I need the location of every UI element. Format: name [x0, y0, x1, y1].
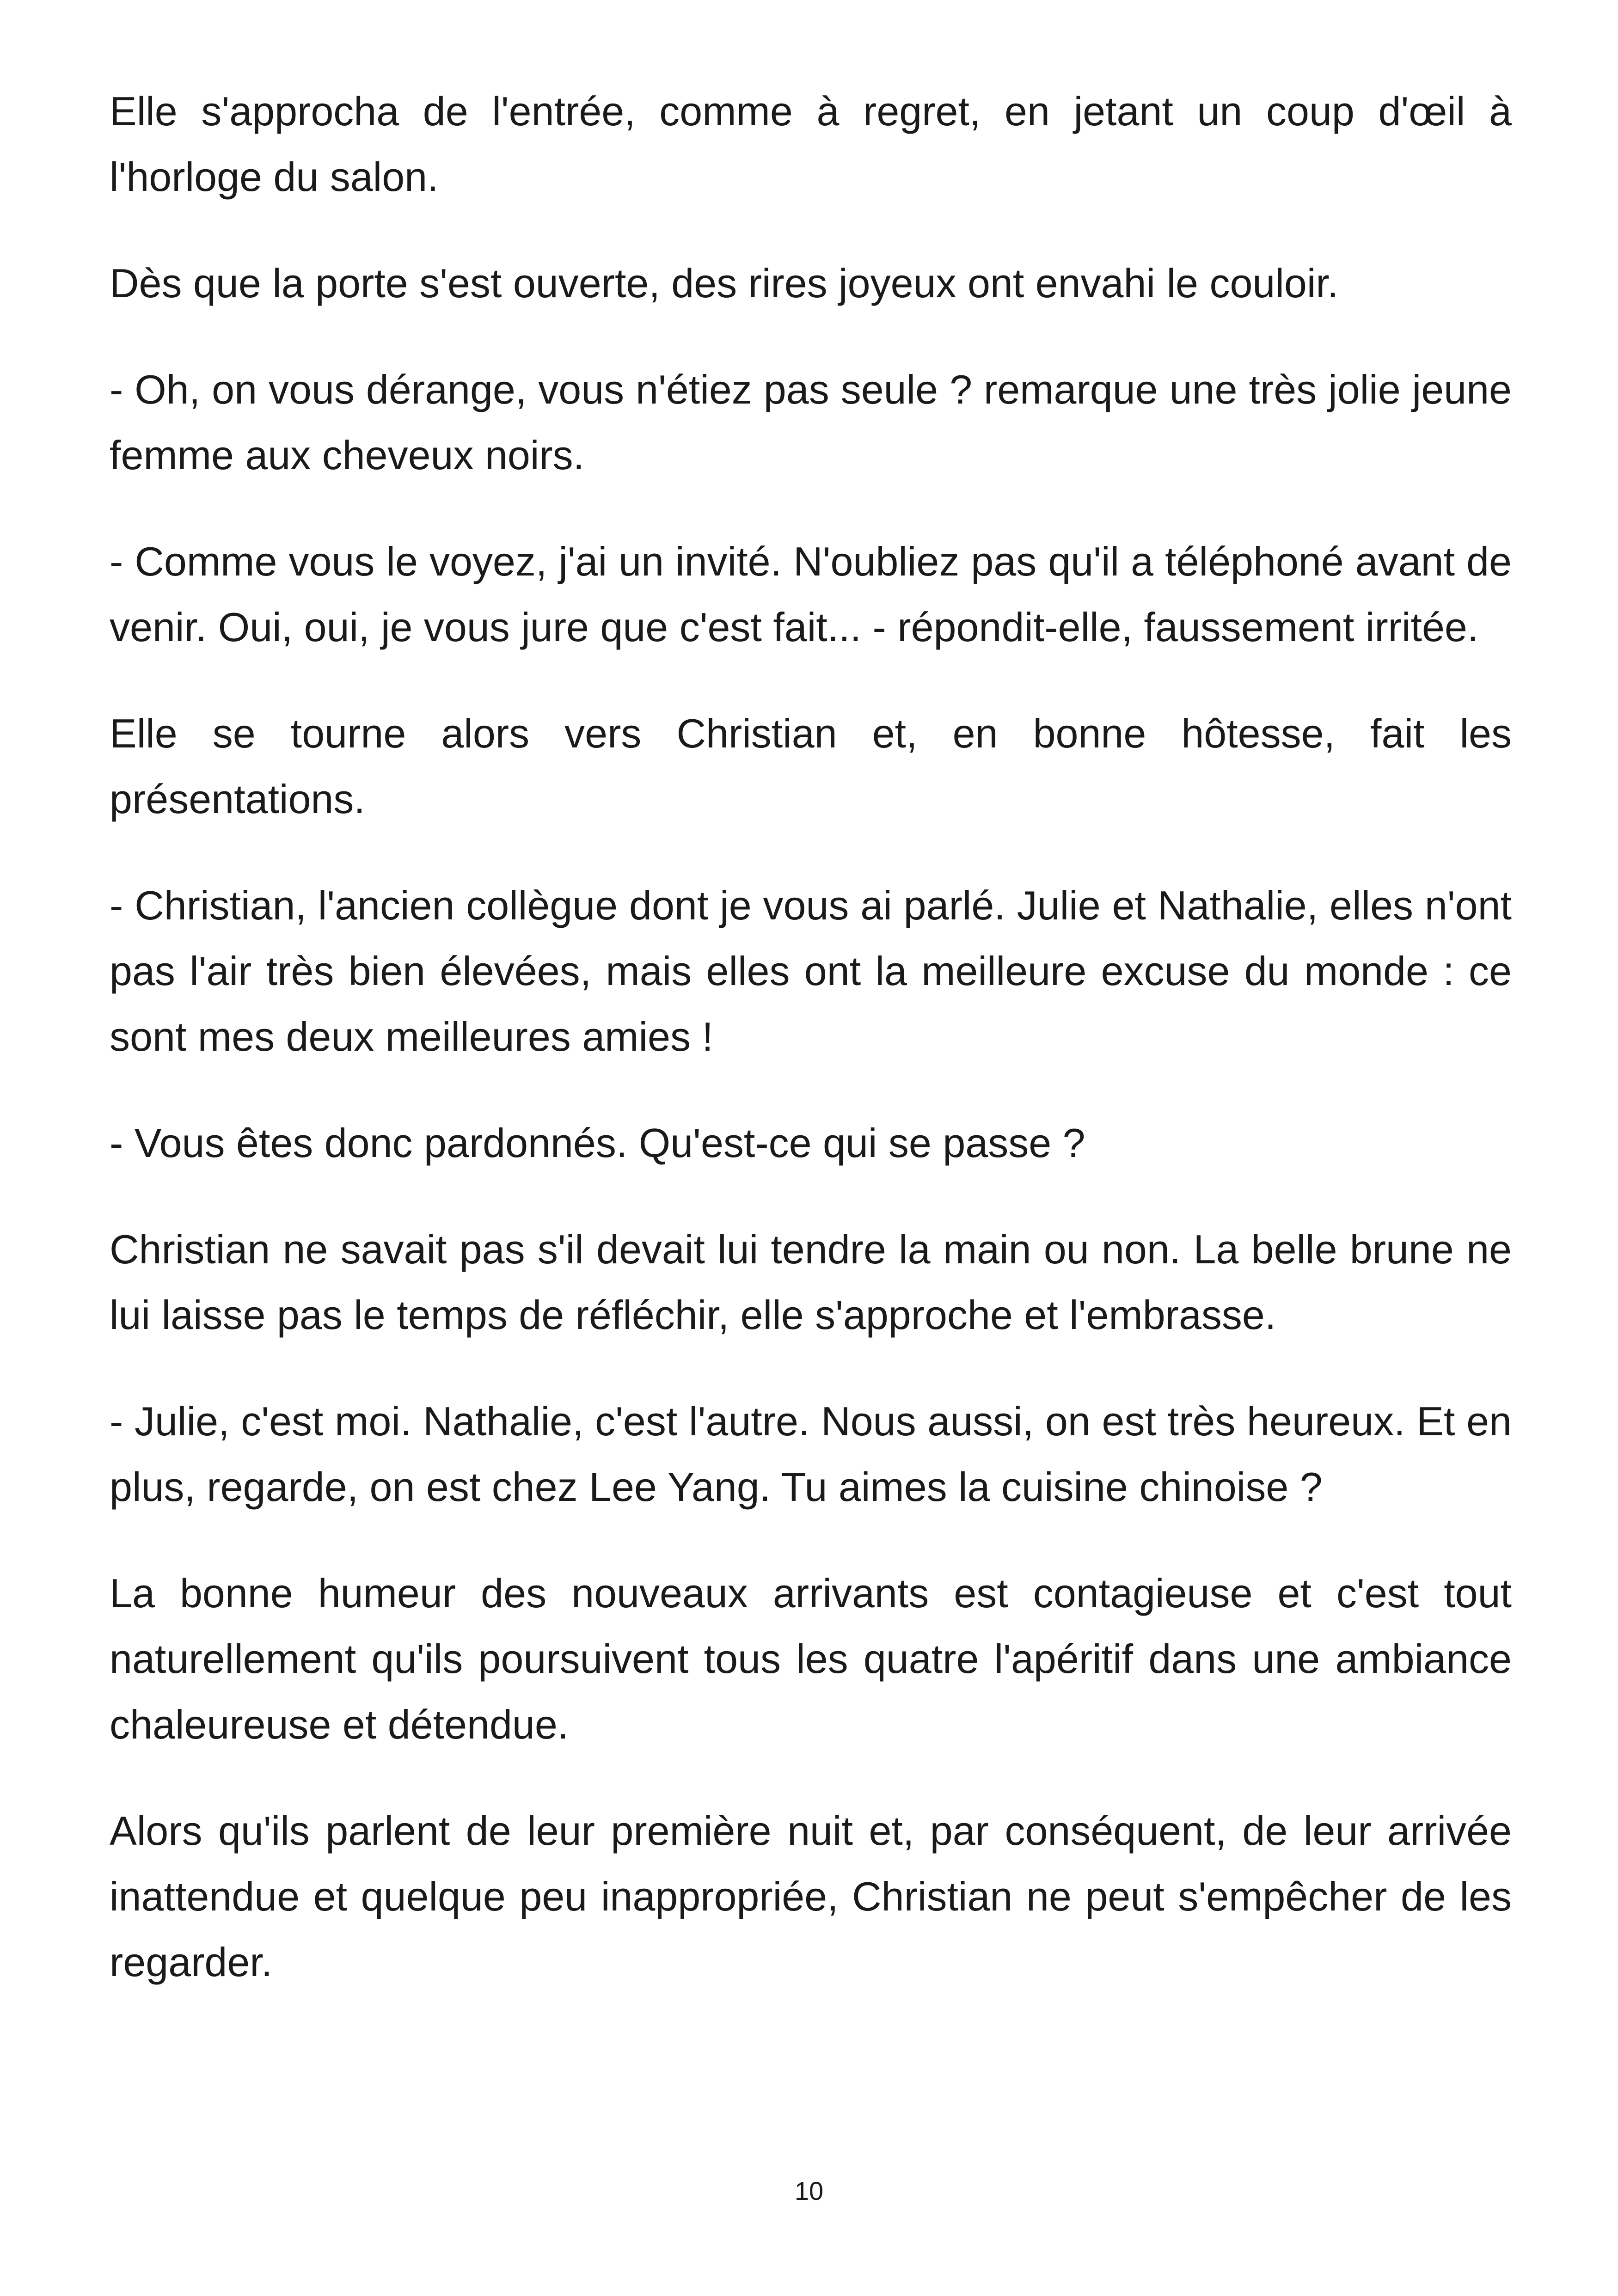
paragraph-9: - Julie, c'est moi. Nathalie, c'est l'autre. Nous aussi, on est très heureux. Et en plus, regarde, on est chez Lee Yang. Tu aimes la cuisine chinoise ?: [110, 1398, 1512, 1510]
paragraph-10: La bonne humeur des nouveaux arrivants est contagieuse et c'est tout naturellement qu'ils poursuivent tous les quatre l'apéritif dans une ambiance chaleureuse et détendue.: [110, 1570, 1512, 1747]
paragraph-1: Elle s'approcha de l'entrée, comme à regret, en jetant un coup d'œil à l'horloge du salon.: [110, 88, 1512, 200]
paragraph-6: - Christian, l'ancien collègue dont je vous ai parlé. Julie et Nathalie, elles n'ont pas l'air très bien élevées, mais elles ont la meilleure excuse du monde : ce sont mes deux meilleures amies !: [110, 882, 1512, 1059]
paragraph-11: Alors qu'ils parlent de leur première nuit et, par conséquent, de leur arrivée inattendue et quelque peu inappropriée, Christian ne peut s'empêcher de les regarder.: [110, 1808, 1512, 1985]
paragraph-2: Dès que la porte s'est ouverte, des rires joyeux ont envahi le couloir.: [110, 260, 1339, 306]
page-number: 10: [794, 2176, 824, 2205]
body-text: [110, 79, 1512, 1995]
paragraph-5: Elle se tourne alors vers Christian et, en bonne hôtesse, fait les présentations.: [110, 710, 1512, 822]
paragraph-8: Christian ne savait pas s'il devait lui tendre la main ou non. La belle brune ne lui laisse pas le temps de réfléchir, elle s'approche et l'embrasse.: [110, 1226, 1512, 1338]
paragraph-3: - Oh, on vous dérange, vous n'étiez pas seule ? remarque une très jolie jeune femme aux cheveux noirs.: [110, 367, 1512, 478]
paragraph-4: - Comme vous le voyez, j'ai un invité. N'oubliez pas qu'il a téléphoné avant de venir. Oui, oui, je vous jure que c'est fait... - répondit-elle, faussement irritée.: [110, 539, 1512, 650]
paragraph-7: - Vous êtes donc pardonnés. Qu'est-ce qui se passe ?: [110, 1120, 1085, 1166]
